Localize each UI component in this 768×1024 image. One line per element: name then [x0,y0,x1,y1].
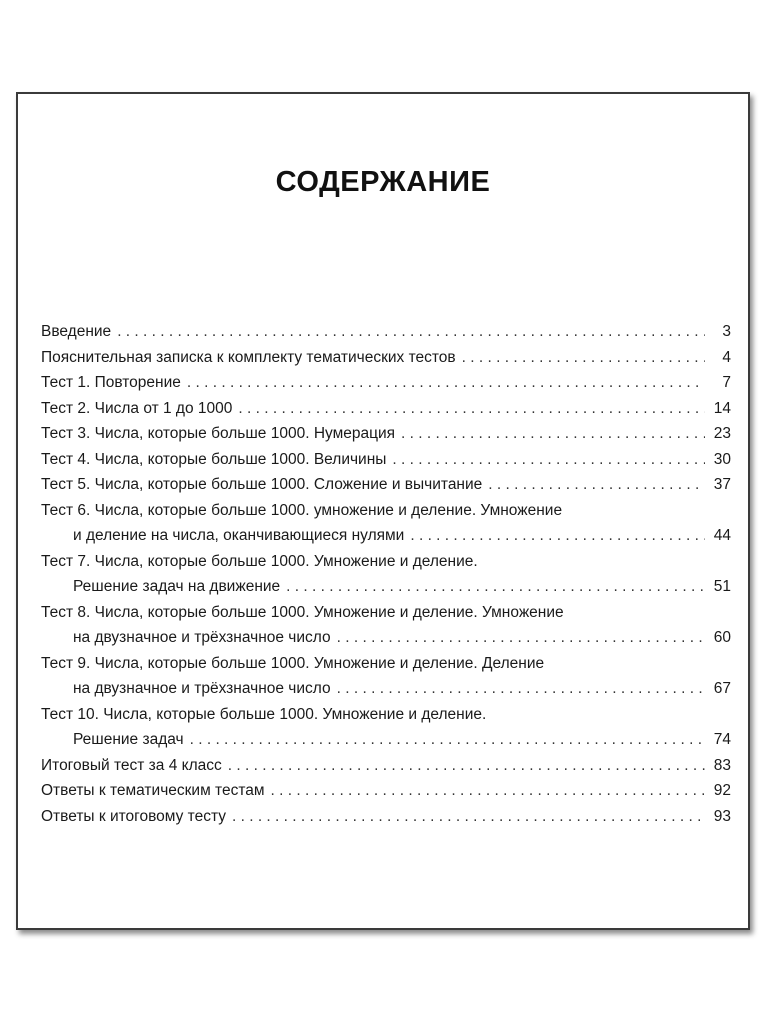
toc-entry-title: Тест 6. Числа, которые больше 1000. умножение и деление. Умножение [41,501,563,519]
toc-entry [41,472,731,498]
toc-entry-title: Тест 4. Числа, которые больше 1000. Величины [41,450,387,468]
dot-leader [401,421,705,447]
toc-entry [41,702,731,753]
toc-entry-title: на двузначное и трёхзначное число [73,629,331,646]
toc-entry [41,549,731,600]
toc-entry-line [41,625,731,651]
dot-leader [190,727,705,753]
dot-leader [337,676,705,702]
toc-entry [41,753,731,779]
toc-entry-title: Ответы к тематическим тестам [41,782,265,799]
dot-leader [238,396,705,422]
toc-entry-title: Тест 3. Числа, которые больше 1000. Нумерация [41,425,396,442]
toc-entry-line [41,498,731,524]
toc-entry-title: Пояснительная записка к комплекту тематических тестов [41,348,456,366]
dot-leader [187,370,705,396]
toc-entry-line [41,421,731,447]
dot-leader [228,753,705,779]
toc-entry [41,345,731,371]
toc-page-number: 44 [713,527,731,544]
toc-entry-line [41,319,731,345]
toc-entry-line [41,396,731,422]
toc-entry-title: Решение задач на движение [73,578,281,595]
dot-leader [392,447,705,473]
toc-page-number: 51 [713,578,731,595]
dot-leader [271,778,705,804]
toc-entry [41,651,731,702]
toc-entry [41,421,731,447]
toc-page-number: 7 [722,374,731,391]
toc-entry-line [41,549,731,575]
toc-entry-line [41,727,731,753]
toc-entry-line [41,574,731,600]
toc-entry-line [41,702,731,728]
toc-entry-title: Тест 9. Числа, которые больше 1000. Умножение и деление. Деление [41,654,545,672]
toc-entry [41,600,731,651]
page-frame [16,92,750,930]
toc-entry-line [41,472,731,498]
dot-leader [410,523,705,549]
toc-page-number: 4 [722,348,731,366]
toc-page-number: 74 [713,731,731,748]
toc-page-number: 92 [713,782,731,799]
toc-page-number: 30 [713,450,731,468]
toc-page-number: 37 [713,476,731,493]
page-title: СОДЕРЖАНИЕ [275,166,491,198]
toc-entry-title: и деление на числа, оканчивающиеся нулями [73,527,405,544]
toc-page-number: 83 [713,756,731,774]
toc-page-number: 14 [713,399,731,417]
dot-leader [286,574,705,600]
dot-leader [488,472,705,498]
toc-page-number: 23 [713,425,731,442]
toc-entry [41,396,731,422]
toc-entry-line [41,778,731,804]
dot-leader [117,319,705,345]
toc-entry-title: на двузначное и трёхзначное число [73,680,331,697]
toc-entry-line [41,651,731,677]
toc-entry-title: Тест 7. Числа, которые больше 1000. Умножение и деление. [41,552,478,570]
toc-entry-title: Тест 8. Числа, которые больше 1000. Умножение и деление. Умножение [41,603,564,621]
toc-entry-title: Ответы к итоговому тесту [41,807,226,825]
dot-leader [232,804,705,830]
toc-page-number: 93 [713,807,731,825]
toc-entry-title: Тест 2. Числа от 1 до 1000 [41,399,233,417]
toc-entry-title: Тест 10. Числа, которые больше 1000. Умножение и деление. [41,705,487,723]
toc-page-number: 3 [722,323,731,340]
toc-entry-title: Тест 1. Повторение [41,374,181,391]
toc-entry-title: Решение задач [73,731,184,748]
toc-entry-line [41,600,731,626]
toc-page-number: 60 [713,629,731,646]
toc-entry-line [41,370,731,396]
toc-entry [41,804,731,830]
toc-entry-line [41,753,731,779]
toc-entry-line [41,447,731,473]
toc-entry-title: Итоговый тест за 4 класс [41,756,222,774]
toc-entry-title: Введение [41,323,112,340]
toc-entry-line [41,523,731,549]
toc-entry [41,778,731,804]
toc-entry-line [41,345,731,371]
toc-page-number: 67 [713,680,731,697]
dot-leader [337,625,705,651]
toc-entry [41,498,731,549]
toc-entry-line [41,804,731,830]
toc-entry [41,319,731,345]
toc-entry-title: Тест 5. Числа, которые больше 1000. Сложение и вычитание [41,476,483,493]
dot-leader [462,345,705,371]
toc-entry [41,370,731,396]
table-of-contents [41,319,731,829]
toc-entry [41,447,731,473]
toc-entry-line [41,676,731,702]
